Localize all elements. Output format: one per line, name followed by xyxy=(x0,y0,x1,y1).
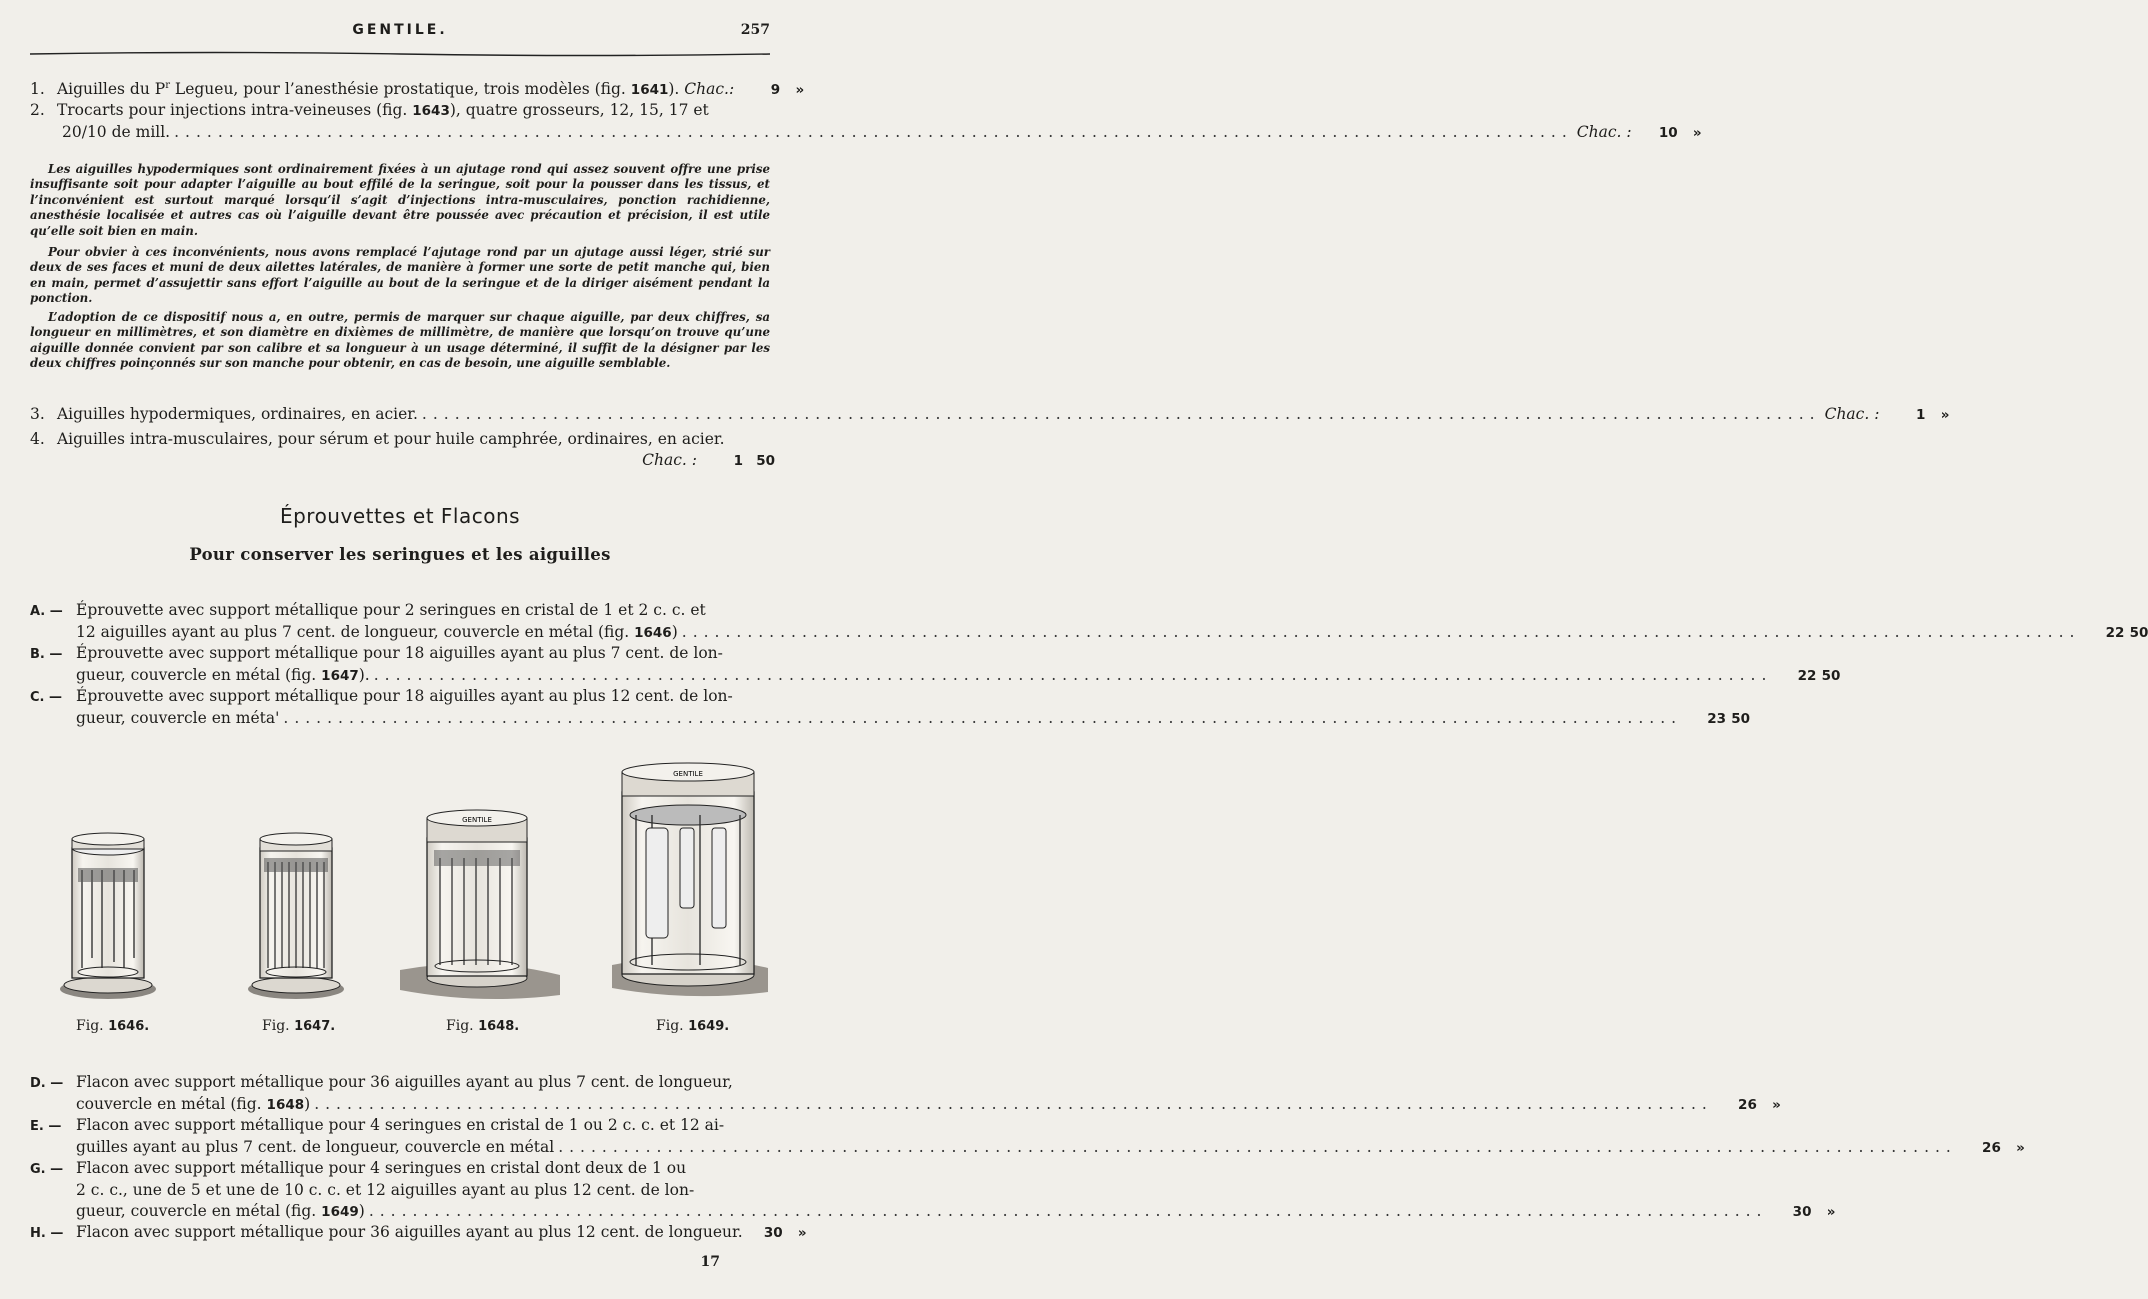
item-number: 3. xyxy=(30,405,45,423)
item-letter: A. — xyxy=(30,604,63,619)
item-a: A. — Éprouvette avec support métallique pour 2 seringues en cristal de 1 et 2 c. c. et 12 aiguilles ayant au plus 7 cent. de longueur, couvercle en métal (fig. 1646) ..... 22 50 xyxy=(30,600,775,644)
item-2: 2. Trocarts pour injections intra-veineuses (fig. 1643), quatre grosseurs, 12, 15, 17 et 20/10 de mill. ..... Chac. : 10 » xyxy=(30,100,775,144)
paragraph-marking: L’adoption de ce dispositif nous a, en outre, permis de marquer sur chaque aiguille, par deux chiffres, sa longueur en millimètres, et son diamètre en dixièmes de millimètre, de manière que lorsqu’on trouve qu’une aiguille donnée convient par son calibre et sa longueur à un usage déterminé, il suffit de la désigner par les deux chiffres poinçonnés sur son manche pour obtenir, en cas de besoin, une aiguille semblable. xyxy=(30,310,770,371)
figure-reference: 1648 xyxy=(266,1097,305,1113)
figure-reference: 1643 xyxy=(412,103,450,119)
figure-caption-1648: Fig. 1648. xyxy=(446,1018,520,1034)
unit-label: Chac. : xyxy=(1576,123,1632,141)
jar-fig-1646 xyxy=(60,833,156,999)
item-4: 4. Aiguilles intra-musculaires, pour sérum et pour huile camphrée, ordinaires, en acier. Chac. : 1 50 xyxy=(30,429,775,472)
section-title: Éprouvettes et Flacons xyxy=(279,504,521,528)
figure-reference: 1646 xyxy=(634,625,672,641)
item-letter: E. — xyxy=(30,1119,62,1134)
signature-mark: 17 xyxy=(700,1254,720,1270)
paragraph-solution: Pour obvier à ces inconvénients, nous avons remplacé l’ajutage rond par un ajutage aussi léger, strié sur deux de ses faces et muni de deux ailettes latérales, de manière à former une sorte de petit manche qui, bien en main, permet d’assujettir sans effort l’aiguille au bout de la seringue et de la diriger aisément pendant la ponction. xyxy=(30,245,770,306)
price: 22 50 xyxy=(2105,625,2148,641)
price: 26 » xyxy=(1738,1097,1781,1113)
item-1: 1. Aiguilles du $P^r$ Legueu, pour l’anesthésie prostatique, trois modèles (fig. 1641). Chac.: 9 » xyxy=(30,75,775,101)
price: 26 » xyxy=(1982,1140,2025,1156)
price: 1 50 xyxy=(733,453,775,469)
item-letter: C. — xyxy=(30,690,63,705)
item-number: 4. xyxy=(30,430,45,448)
price: 10 » xyxy=(1658,125,1702,141)
item-3: 3. Aiguilles hypodermiques, ordinaires, en acier. ..... Chac. : 1 » xyxy=(30,404,775,426)
item-letter: H. — xyxy=(30,1226,64,1241)
figure-reference: 1641 xyxy=(630,82,669,99)
jar-fig-1647 xyxy=(248,833,344,999)
price: 30 » xyxy=(1792,1204,1836,1220)
figures-illustration xyxy=(0,760,800,1050)
item-letter: D. — xyxy=(30,1076,64,1091)
price: 1 » xyxy=(1916,407,1950,423)
item-d: D. — Flacon avec support métallique pour 36 aiguilles ayant au plus 7 cent. de longueur, couvercle en métal (fig. 1648) ..... 26 » xyxy=(30,1072,775,1116)
running-header: GENTILE. xyxy=(352,22,448,38)
jar-fig-1649 xyxy=(612,763,768,996)
svg-text:GENTILE: GENTILE xyxy=(462,816,492,824)
item-c: C. — Éprouvette avec support métallique pour 18 aiguilles ayant au plus 12 cent. de lon- gueur, couvercle en méta' ..... 23 50 xyxy=(30,686,775,730)
figure-caption-1647: Fig. 1647. xyxy=(262,1018,336,1034)
jar-fig-1648 xyxy=(400,810,560,999)
header-rule xyxy=(30,50,770,58)
item-e: E. — Flacon avec support métallique pour 4 seringues en cristal de 1 ou 2 c. c. et 12 ai- guilles ayant au plus 7 cent. de longueur, couvercle en métal ..... 26 » xyxy=(30,1115,775,1159)
item-b: B. — Éprouvette avec support métallique pour 18 aiguilles ayant au plus 7 cent. de lon- gueur, couvercle en métal (fig. 1647). ..... 22 50 xyxy=(30,643,775,687)
unit-label: Chac.: xyxy=(684,80,735,99)
price: 9 » xyxy=(770,82,805,99)
figure-reference: 1649 xyxy=(321,1204,359,1220)
figure-caption-1649: Fig. 1649. xyxy=(656,1018,730,1034)
svg-text:GENTILE: GENTILE xyxy=(673,770,703,778)
item-letter: G. — xyxy=(30,1162,64,1177)
price: 22 50 xyxy=(1797,668,1841,684)
figure-reference: 1647 xyxy=(321,668,359,684)
item-number: 2. xyxy=(30,101,45,119)
figure-caption-1646: Fig. 1646. xyxy=(76,1018,150,1034)
page-number: 257 xyxy=(740,22,770,38)
item-number: 1. xyxy=(30,80,45,99)
item-h: H. — Flacon avec support métallique pour 36 aiguilles ayant au plus 12 cent. de longueur. 30 » xyxy=(30,1222,775,1244)
price: 30 » xyxy=(763,1225,807,1241)
paragraph-intro: Les aiguilles hypodermiques sont ordinairement fixées à un ajutage rond qui assez souvent offre une prise insuffisante soit pour adapter l’aiguille au bout effilé de la seringue, soit pour la pousser dans les tissus, et l’inconvénient est surtout marqué lorsqu’il s’agit d’injections intra-musculaires, ponction rachidienne, anesthésie localisée et autres cas où l’aiguille devant être poussée avec précaution et précision, il est utile qu’elle soit bien en main. xyxy=(30,162,770,238)
section-subtitle: Pour conserver les seringues et les aiguilles xyxy=(189,545,611,564)
price: 23 50 xyxy=(1707,711,1751,727)
unit-label: Chac. : xyxy=(642,451,697,469)
unit-label: Chac. : xyxy=(1824,405,1880,423)
item-g: G. — Flacon avec support métallique pour 4 seringues en cristal dont deux de 1 ou 2 c. c., une de 5 et une de 10 c. c. et 12 aiguilles ayant au plus 12 cent. de lon- gueur, couvercle en métal (fig. 1649) ..... 30 » xyxy=(30,1158,775,1223)
item-letter: B. — xyxy=(30,647,63,662)
